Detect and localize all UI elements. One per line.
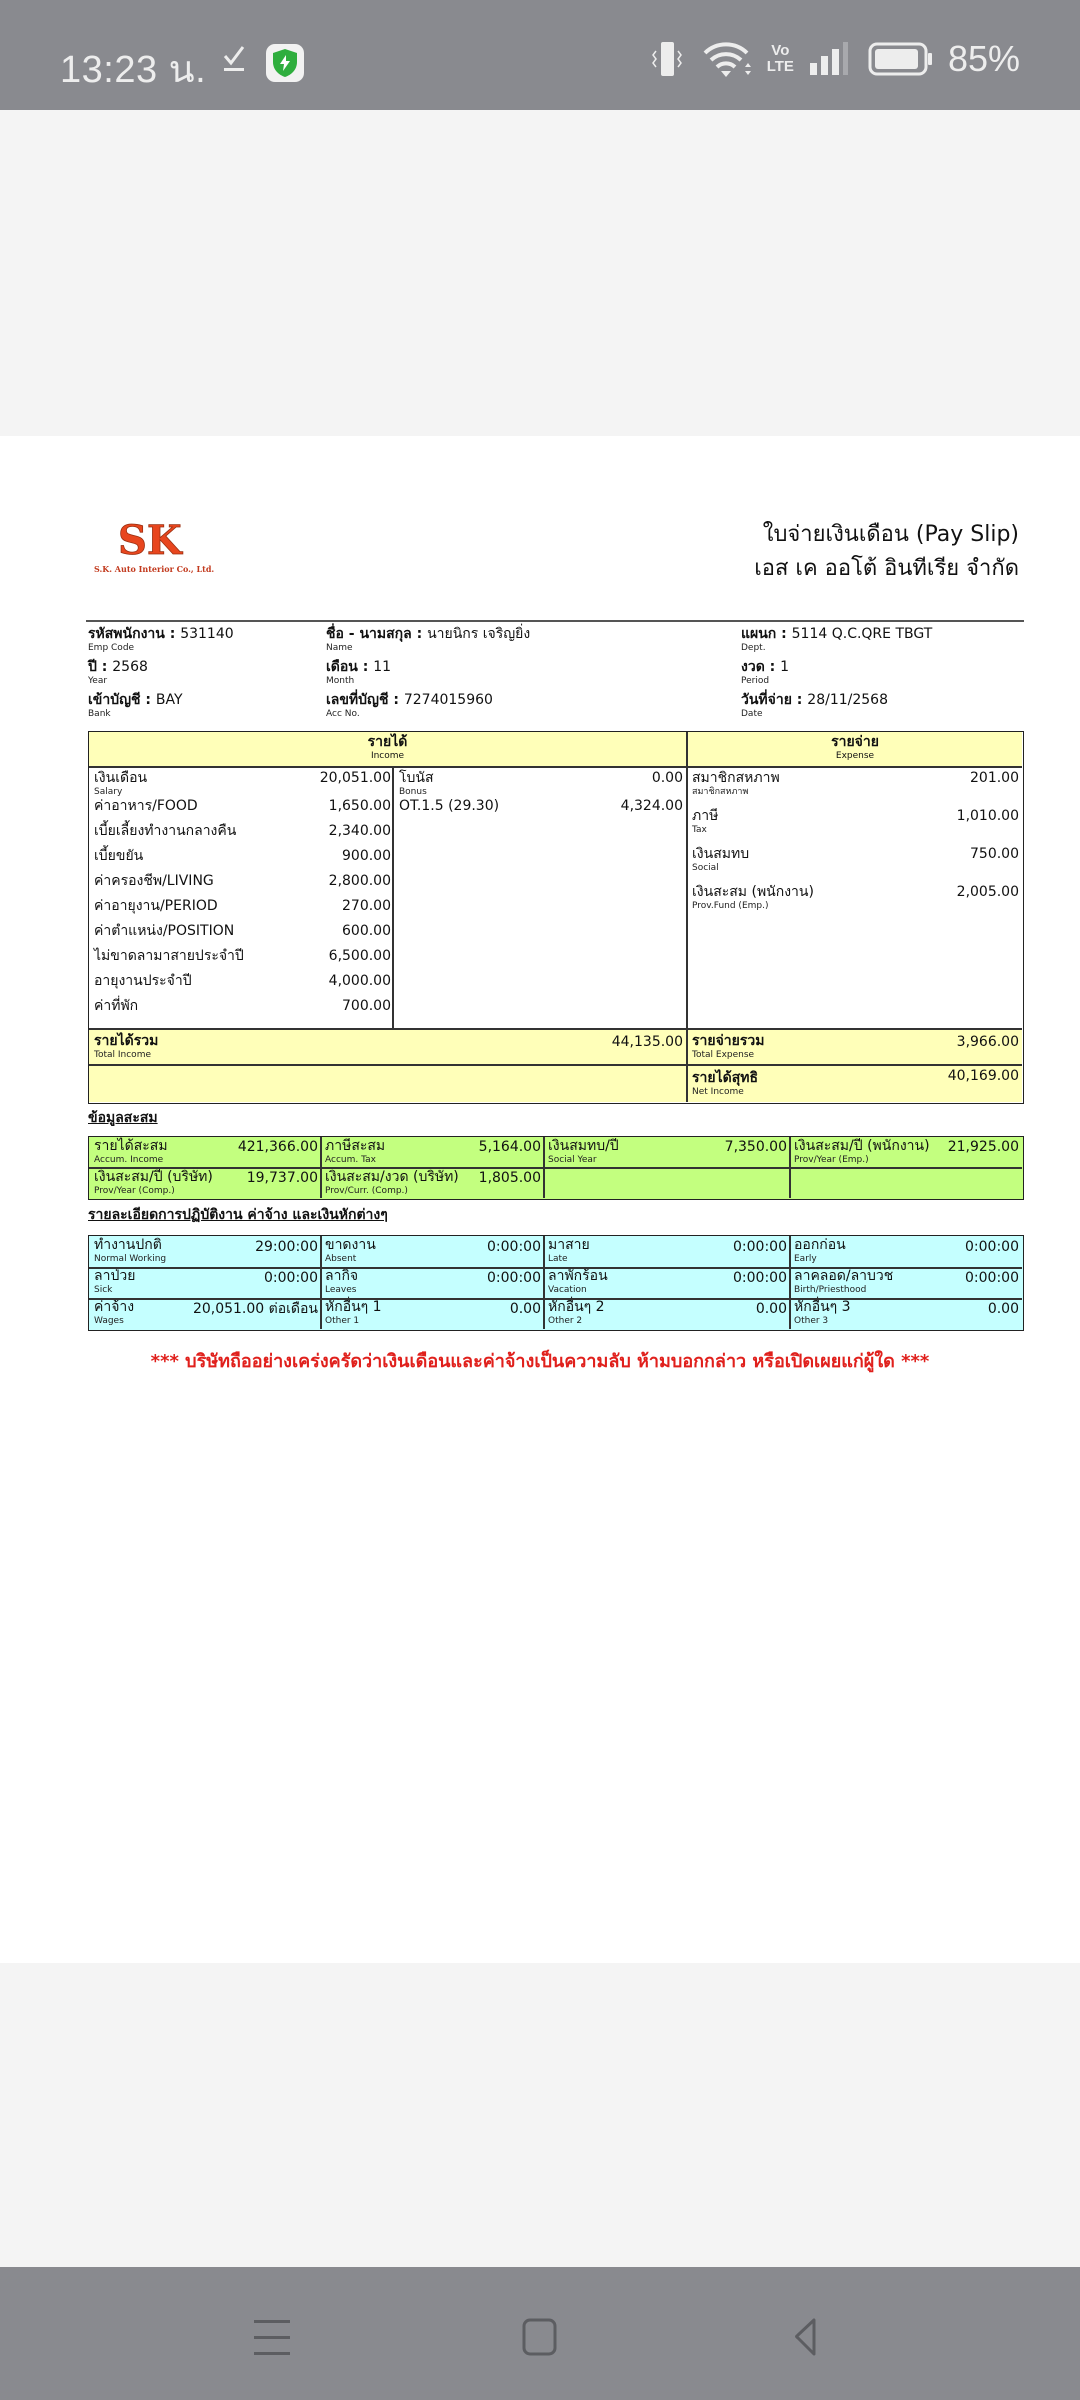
income-item-value: 2,340.00 bbox=[328, 823, 391, 839]
acc-no-field bbox=[326, 692, 493, 720]
expense-item-value: 750.00 bbox=[970, 846, 1019, 862]
battery-icon bbox=[868, 39, 934, 79]
income-item-label-text: อายุงานประจำปี bbox=[94, 973, 192, 989]
emp-code-line bbox=[88, 626, 234, 643]
expense-item-sub: สมาชิกสหภาพ bbox=[692, 787, 749, 797]
divider bbox=[789, 1137, 791, 1198]
back-button[interactable] bbox=[780, 2312, 830, 2362]
separator: : bbox=[411, 626, 428, 642]
attendance-item-label-text: หักอื่นๆ 2 bbox=[548, 1299, 605, 1315]
attendance-item-value: 0:00:00 bbox=[487, 1239, 541, 1255]
month-field bbox=[326, 659, 391, 687]
name-value: นายนิกร เจริญยิ่ง bbox=[427, 626, 531, 642]
accumulated-title: ข้อมูลสะสม bbox=[88, 1110, 158, 1126]
accum-item-label bbox=[325, 1138, 385, 1165]
year-sub: Year bbox=[88, 676, 108, 686]
expense-item-label bbox=[692, 846, 749, 873]
expense-item-value: 201.00 bbox=[970, 770, 1019, 786]
attendance-item-label-text: ลาป่วย bbox=[94, 1268, 136, 1284]
year-value: 2568 bbox=[112, 659, 148, 675]
expense-item-label bbox=[692, 770, 780, 797]
period-value: 1 bbox=[780, 659, 790, 675]
separator: : bbox=[776, 626, 792, 642]
attendance-item-sub: Other 1 bbox=[325, 1316, 360, 1326]
attendance-item-label bbox=[94, 1299, 134, 1326]
logo-mark: SK bbox=[118, 517, 182, 562]
attendance-item-label-text: หักอื่นๆ 1 bbox=[325, 1299, 382, 1315]
net-income-label-text: รายได้สุทธิ bbox=[692, 1070, 759, 1086]
income-item-2-value: 4,324.00 bbox=[620, 798, 683, 814]
expense-item-sub: Prov.Fund (Emp.) bbox=[692, 901, 769, 911]
expense-item-label-text: เงินสะสม (พนักงาน) bbox=[692, 884, 814, 900]
expense-item-label-text: เงินสมทบ bbox=[692, 846, 750, 862]
expense-item-label-text: สมาชิกสหภาพ bbox=[692, 770, 780, 786]
separator: : bbox=[764, 659, 781, 675]
accum-item-label-text: ภาษีสะสม bbox=[325, 1138, 386, 1154]
income-item-2-sub: Bonus bbox=[399, 787, 427, 797]
expense-header-label: รายจ่าย bbox=[831, 734, 879, 750]
confidentiality-warning: *** บริษัทถืออย่างเคร่งครัดว่าเงินเดือนและค่าจ้างเป็นความลับ ห้ามบอกกล่าว หรือเปิดเผยแก่ผู้ใด *** bbox=[150, 1351, 930, 1372]
income-item-label bbox=[94, 848, 143, 865]
period-sub: Period bbox=[741, 676, 770, 686]
expense-header bbox=[688, 734, 1022, 762]
income-item-label-text: ค่าครองชีพ/LIVING bbox=[94, 873, 214, 889]
page-title: ใบจ่ายเงินเดือน (Pay Slip) bbox=[762, 522, 1019, 547]
income-item-2-value: 0.00 bbox=[651, 770, 683, 786]
divider bbox=[789, 1236, 791, 1329]
accum-item-label bbox=[794, 1138, 930, 1165]
emp-code-sub: Emp Code bbox=[88, 643, 135, 653]
expense-item-value: 1,010.00 bbox=[956, 808, 1019, 824]
attendance-item-sub: Other 2 bbox=[548, 1316, 583, 1326]
header-divider bbox=[86, 620, 1024, 622]
income-item-label bbox=[94, 823, 236, 840]
accum-item-2-sub: Prov/Curr. (Comp.) bbox=[325, 1186, 408, 1196]
vibrate-icon bbox=[647, 39, 687, 79]
income-item-value: 900.00 bbox=[342, 848, 391, 864]
attendance-item-value: 0.00 bbox=[987, 1301, 1019, 1317]
divider bbox=[89, 1267, 1022, 1269]
income-item-label bbox=[94, 948, 244, 965]
attendance-item-value: 20,051.00 ต่อเดือน bbox=[192, 1301, 318, 1317]
pay-date-label: วันที่จ่าย bbox=[741, 692, 792, 708]
accum-item-2-label bbox=[325, 1169, 459, 1196]
accum-item-value: 421,366.00 bbox=[237, 1139, 318, 1155]
net-income-label bbox=[692, 1070, 758, 1097]
attendance-item-value: 0.00 bbox=[755, 1301, 787, 1317]
name-line bbox=[326, 626, 530, 643]
attendance-item-label bbox=[548, 1268, 608, 1295]
download-done-glyph bbox=[222, 44, 248, 74]
back-icon bbox=[780, 2312, 830, 2362]
attendance-item-label-text: มาสาย bbox=[548, 1237, 590, 1253]
income-item-value: 270.00 bbox=[342, 898, 391, 914]
accum-item-value: 7,350.00 bbox=[724, 1139, 787, 1155]
divider bbox=[320, 1137, 322, 1198]
separator: : bbox=[357, 659, 374, 675]
income-header-sub: Income bbox=[370, 751, 405, 761]
status-time: 13:23 น. bbox=[60, 49, 207, 91]
income-header bbox=[89, 734, 686, 762]
attendance-item-label bbox=[548, 1237, 590, 1264]
attendance-item-value: 0:00:00 bbox=[965, 1270, 1019, 1286]
attendance-item-label-text: หักอื่นๆ 3 bbox=[794, 1299, 851, 1315]
income-item-label bbox=[94, 770, 147, 797]
attendance-item-value: 0:00:00 bbox=[965, 1239, 1019, 1255]
income-item-value: 4,000.00 bbox=[328, 973, 391, 989]
expense-item-sub: Social bbox=[692, 863, 719, 873]
emp-code-value: 531140 bbox=[180, 626, 234, 642]
logo-caption: S.K. Auto Interior Co., Ltd. bbox=[94, 564, 215, 574]
bank-field bbox=[88, 692, 183, 720]
attendance-item-label bbox=[794, 1268, 893, 1295]
divider bbox=[89, 1298, 1022, 1300]
dept-line bbox=[741, 626, 932, 643]
income-expense-table bbox=[88, 731, 1024, 1104]
total-expense-label-text: รายจ่ายรวม bbox=[692, 1033, 765, 1049]
divider bbox=[543, 1137, 545, 1198]
attendance-item-sub: Late bbox=[548, 1254, 568, 1264]
pay-date-line bbox=[741, 692, 888, 709]
income-item-2-label bbox=[399, 770, 434, 797]
attendance-item-label bbox=[794, 1299, 851, 1326]
acc-no-sub: Acc No. bbox=[326, 709, 360, 719]
accum-item-label bbox=[548, 1138, 619, 1165]
total-expense-sub: Total Expense bbox=[692, 1050, 755, 1060]
income-item-label-text: เบี้ยขยัน bbox=[94, 848, 144, 864]
attendance-item-label bbox=[325, 1237, 376, 1264]
accum-item-2-sub: Prov/Year (Comp.) bbox=[94, 1186, 175, 1196]
home-button[interactable] bbox=[515, 2312, 565, 2362]
acc-no-label: เลขที่บัญชี bbox=[326, 692, 389, 708]
accum-item-2-value: 19,737.00 bbox=[246, 1170, 318, 1186]
income-item-value: 6,500.00 bbox=[328, 948, 391, 964]
income-item-2-label-text: โบนัส bbox=[399, 770, 434, 786]
security-shield-icon bbox=[266, 44, 304, 82]
divider bbox=[89, 766, 1022, 768]
total-income-value: 44,135.00 bbox=[611, 1034, 683, 1050]
total-income-sub: Total Income bbox=[94, 1050, 151, 1060]
accum-item-value: 21,925.00 bbox=[947, 1139, 1019, 1155]
attendance-table bbox=[88, 1235, 1024, 1331]
accum-item-label-text: รายได้สะสม bbox=[94, 1138, 168, 1154]
totals-band bbox=[89, 1030, 1022, 1102]
navigation-bar bbox=[0, 2267, 1080, 2400]
attendance-item-label-text: ลากิจ bbox=[325, 1268, 359, 1284]
income-item-label-text: ค่าที่พัก bbox=[94, 998, 139, 1014]
pay-date-sub: Date bbox=[741, 709, 763, 719]
net-income-sub: Net Income bbox=[692, 1087, 744, 1097]
divider bbox=[89, 1064, 1022, 1066]
attendance-item-sub: Wages bbox=[94, 1316, 124, 1326]
attendance-item-label bbox=[794, 1237, 846, 1264]
accum-item-2-value: 1,805.00 bbox=[478, 1170, 541, 1186]
divider bbox=[686, 1030, 688, 1102]
separator: : bbox=[388, 692, 404, 708]
separator: : bbox=[164, 626, 181, 642]
attendance-item-label bbox=[94, 1237, 166, 1264]
accum-item-sub: Prov/Year (Emp.) bbox=[794, 1155, 869, 1165]
month-label: เดือน bbox=[326, 659, 358, 675]
attendance-item-label-text: ทำงานปกติ bbox=[94, 1237, 162, 1253]
title-block bbox=[754, 518, 1019, 586]
accum-item-label-text: เงินสะสม/ปี (พนักงาน) bbox=[794, 1138, 930, 1154]
month-sub: Month bbox=[326, 676, 355, 686]
month-value: 11 bbox=[373, 659, 392, 675]
attendance-item-label bbox=[94, 1268, 135, 1295]
volte-bottom: LTE bbox=[766, 58, 794, 75]
month-line bbox=[326, 659, 391, 676]
attendance-item-sub: Birth/Priesthood bbox=[794, 1285, 867, 1295]
expense-item-label bbox=[692, 808, 718, 835]
attendance-item-value: 29:00:00 bbox=[255, 1239, 318, 1255]
attendance-title: รายละเอียดการปฏิบัติงาน ค่าจ้าง และเงินหักต่างๆ bbox=[88, 1207, 388, 1223]
attendance-item-value: 0:00:00 bbox=[264, 1270, 318, 1286]
income-item-value: 600.00 bbox=[342, 923, 391, 939]
divider bbox=[392, 766, 394, 1029]
income-item-label-text: เบี้ยเลี้ยงทำงานกลางคืน bbox=[94, 823, 237, 839]
period-field bbox=[741, 659, 789, 687]
attendance-item-value: 0.00 bbox=[509, 1301, 541, 1317]
accum-item-label-text: เงินสมทบ/ปี bbox=[548, 1138, 619, 1154]
income-item-label bbox=[94, 973, 192, 990]
period-label: งวด bbox=[741, 659, 765, 675]
bank-value: BAY bbox=[155, 692, 183, 708]
accum-item-value: 5,164.00 bbox=[478, 1139, 541, 1155]
accum-item-sub: Accum. Tax bbox=[325, 1155, 376, 1165]
bank-sub: Bank bbox=[88, 709, 111, 719]
income-item-2-label-text: OT.1.5 (29.30) bbox=[399, 798, 500, 814]
attendance-item-value: 0:00:00 bbox=[733, 1270, 787, 1286]
total-income-label bbox=[94, 1033, 158, 1060]
accum-item-sub: Accum. Income bbox=[94, 1155, 164, 1165]
acc-no-line bbox=[326, 692, 493, 709]
pay-date-value: 28/11/2568 bbox=[807, 692, 888, 708]
income-item-label-text: ค่าอาหาร/FOOD bbox=[94, 798, 198, 814]
divider bbox=[320, 1236, 322, 1329]
attendance-item-sub: Early bbox=[794, 1254, 817, 1264]
attendance-item-sub: Leaves bbox=[325, 1285, 357, 1295]
total-income-label-text: รายได้รวม bbox=[94, 1033, 159, 1049]
home-icon bbox=[515, 2312, 565, 2362]
attendance-item-label-text: ลาคลอด/ลาบวช bbox=[794, 1268, 894, 1284]
accum-item-label bbox=[94, 1138, 168, 1165]
year-field bbox=[88, 659, 148, 687]
year-label: ปี bbox=[88, 659, 97, 675]
divider bbox=[543, 1236, 545, 1329]
expense-item-label bbox=[692, 884, 814, 911]
expense-item-sub: Tax bbox=[692, 825, 707, 835]
expense-header-sub: Expense bbox=[835, 751, 875, 761]
income-item-label bbox=[94, 923, 234, 940]
attendance-item-label-text: ออกก่อน bbox=[794, 1237, 846, 1253]
company-logo bbox=[92, 514, 212, 562]
income-item-label-text: ค่าอายุงาน/PERIOD bbox=[94, 898, 218, 914]
total-expense-value: 3,966.00 bbox=[956, 1034, 1019, 1050]
status-icons bbox=[647, 38, 1020, 80]
attendance-item-value: 0:00:00 bbox=[733, 1239, 787, 1255]
attendance-item-label bbox=[325, 1268, 358, 1295]
period-line bbox=[741, 659, 789, 676]
total-expense-label bbox=[692, 1033, 764, 1060]
income-item-value: 1,650.00 bbox=[328, 798, 391, 814]
divider bbox=[89, 1167, 1022, 1169]
recent-apps-icon bbox=[246, 2312, 296, 2362]
bank-label: เข้าบัญชี bbox=[88, 692, 141, 708]
attendance-item-sub: Absent bbox=[325, 1254, 357, 1264]
expense-item-value: 2,005.00 bbox=[956, 884, 1019, 900]
net-income-value: 40,169.00 bbox=[947, 1068, 1019, 1084]
accumulated-table bbox=[88, 1136, 1024, 1200]
income-item-value: 20,051.00 bbox=[319, 770, 391, 786]
income-item-label-text: ไม่ขาดลามาสายประจำปี bbox=[94, 948, 244, 964]
income-item-value: 2,800.00 bbox=[328, 873, 391, 889]
status-bar bbox=[0, 0, 1080, 110]
accum-item-2-label bbox=[94, 1169, 213, 1196]
bank-line bbox=[88, 692, 183, 709]
expense-item-label-text: ภาษี bbox=[692, 808, 719, 824]
dept-value: 5114 Q.C.QRE TBGT bbox=[791, 626, 933, 642]
dept-label: แผนก bbox=[741, 626, 777, 642]
volte-icon bbox=[767, 43, 794, 75]
attendance-item-sub: Vacation bbox=[548, 1285, 587, 1295]
income-item-label-text: ค่าตำแหน่ง/POSITION bbox=[94, 923, 235, 939]
dept-sub: Dept. bbox=[741, 643, 766, 653]
separator: : bbox=[140, 692, 156, 708]
wifi-icon bbox=[701, 39, 753, 79]
income-item-label bbox=[94, 873, 214, 890]
pay-date-field bbox=[741, 692, 888, 720]
income-item-2-label bbox=[399, 798, 499, 815]
acc-no-value: 7274015960 bbox=[403, 692, 493, 708]
attendance-item-label-text: ค่าจ้าง bbox=[94, 1299, 135, 1315]
income-item-value: 700.00 bbox=[342, 998, 391, 1014]
income-item-label bbox=[94, 798, 198, 815]
dept-field bbox=[741, 626, 932, 654]
accum-item-2-label-text: เงินสะสม/ปี (บริษัท) bbox=[94, 1169, 213, 1185]
attendance-item-sub: Normal Working bbox=[94, 1254, 167, 1264]
income-item-label bbox=[94, 898, 218, 915]
emp-code-label: รหัสพนักงาน bbox=[88, 626, 165, 642]
name-sub: Name bbox=[326, 643, 353, 653]
attendance-item-label bbox=[548, 1299, 605, 1326]
attendance-item-label-text: ลาพักร้อน bbox=[548, 1268, 608, 1284]
accum-item-2-label-text: เงินสะสม/งวด (บริษัท) bbox=[325, 1169, 459, 1185]
attendance-item-value: 0:00:00 bbox=[487, 1270, 541, 1286]
name-field bbox=[326, 626, 530, 654]
battery-percent: 85% bbox=[947, 38, 1020, 79]
separator: : bbox=[96, 659, 113, 675]
year-line bbox=[88, 659, 148, 676]
income-item-sub: Salary bbox=[94, 787, 123, 797]
volte-top: Vo bbox=[771, 42, 790, 59]
attendance-item-sub: Other 3 bbox=[794, 1316, 829, 1326]
attendance-item-label bbox=[325, 1299, 382, 1326]
attendance-item-label-text: ขาดงาน bbox=[325, 1237, 376, 1253]
separator: : bbox=[791, 692, 808, 708]
attendance-item-sub: Sick bbox=[94, 1285, 113, 1295]
income-item-label-text: เงินเดือน bbox=[94, 770, 148, 786]
recent-apps-button[interactable] bbox=[246, 2312, 296, 2362]
download-done-icon bbox=[222, 44, 248, 82]
signal-icon bbox=[808, 39, 854, 79]
income-item-label bbox=[94, 998, 138, 1015]
name-label: ชื่อ - นามสกุล bbox=[326, 626, 412, 642]
income-header-label: รายได้ bbox=[367, 734, 408, 750]
accum-item-sub: Social Year bbox=[548, 1155, 597, 1165]
company-name: เอส เค ออโต้ อินทีเรีย จำกัด bbox=[754, 556, 1019, 581]
emp-code-field bbox=[88, 626, 234, 654]
